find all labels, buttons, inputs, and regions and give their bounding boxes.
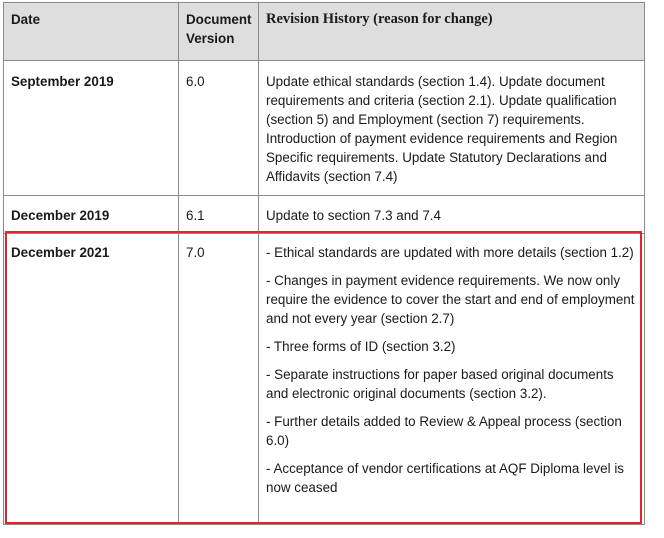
table-row [4, 61, 645, 196]
row-history [259, 61, 645, 196]
row-date: December 2021 [4, 234, 179, 525]
history-entry: - Separate instructions for paper based original documents and electronic original documents (section 3.2). [266, 367, 614, 401]
history-entry: - Ethical standards are updated with more details (section 1.2) [266, 245, 634, 260]
history-entry: - Changes in payment evidence requirements. We now only require the evidence to cover the start and end of employment and not every year (section 2.7) [266, 273, 635, 326]
header-document-version: Document Version [179, 3, 259, 61]
row-date: December 2019 [4, 196, 179, 234]
history-entry: - Further details added to Review & Appeal process (section 6.0) [266, 414, 622, 448]
row-date: September 2019 [4, 61, 179, 196]
revision-history-table [3, 2, 645, 525]
row-version: 6.1 [179, 196, 259, 234]
history-entry: - Acceptance of vendor certifications at AQF Diploma level is now ceased [266, 461, 624, 495]
history-entry: Update to section 7.3 and 7.4 [266, 208, 441, 223]
table-row [4, 196, 645, 234]
history-entry: Update ethical standards (section 1.4). Update document requirements and criteria (section 2.1). Update qualification (section 5) and Employment (section 7) requirements. Introduction of payment evidence requirements and Region Specific requirements. Update Statutory Declarations and Affidavits (section 7.4) [266, 74, 618, 184]
table-header-row [4, 3, 645, 61]
row-history [259, 234, 645, 525]
history-entry: - Three forms of ID (section 3.2) [266, 339, 456, 354]
row-version: 7.0 [179, 234, 259, 525]
row-version: 6.0 [179, 61, 259, 196]
header-date: Date [4, 3, 179, 61]
table-row-highlighted [4, 234, 645, 525]
header-revision-history: Revision History (reason for change) [259, 3, 645, 61]
row-history [259, 196, 645, 234]
